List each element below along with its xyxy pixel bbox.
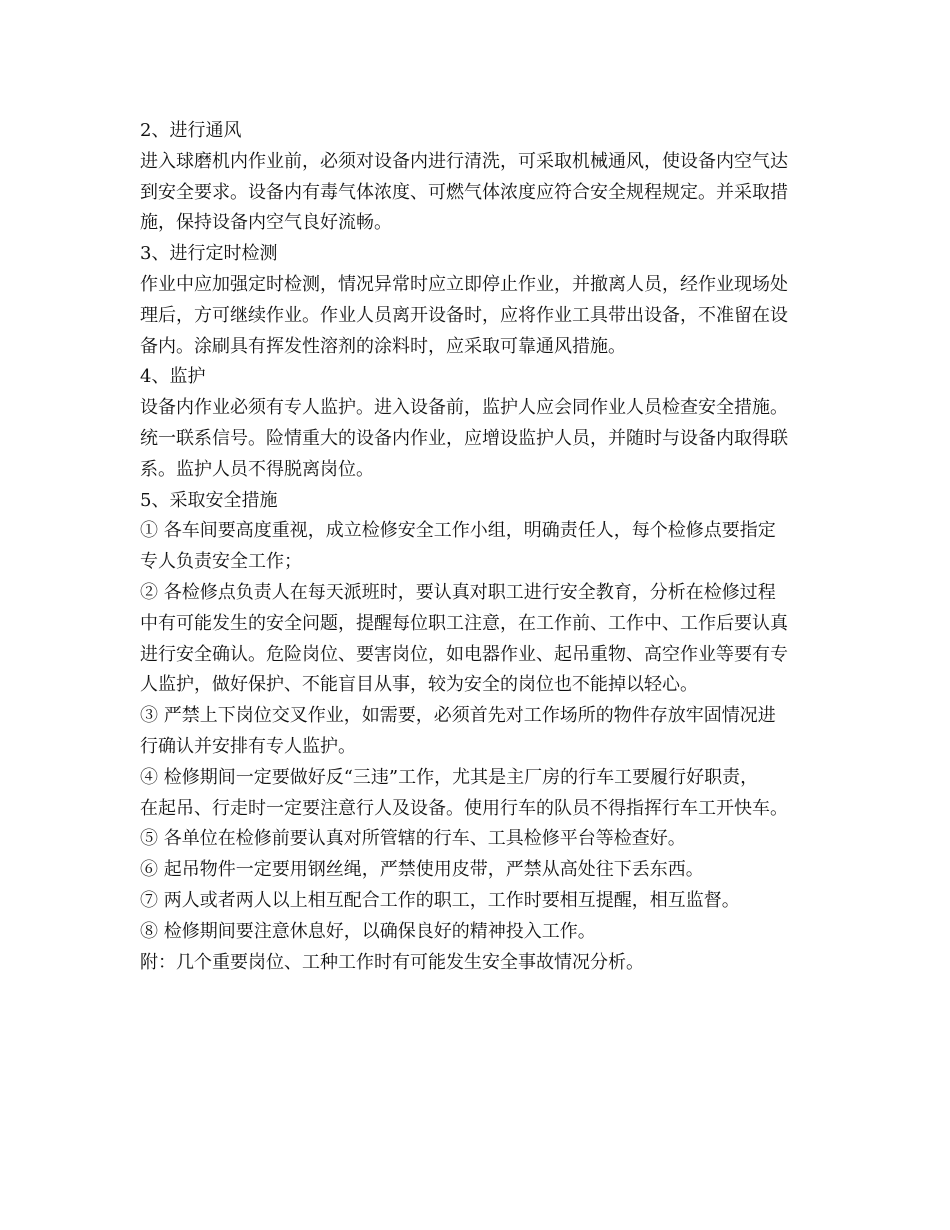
- section-heading-timed-inspection: 3、进行定时检测: [140, 243, 278, 265]
- paragraph-line: 设备内作业必须有专人监护。进入设备前，监护人应会同作业人员检查安全措施。: [140, 397, 788, 419]
- list-item-line: 在起吊、行走时一定要注意行人及设备。使用行车的队员不得指挥行车工开快车。: [140, 797, 788, 819]
- paragraph-line: 作业中应加强定时检测，情况异常时应立即停止作业，并撤离人员，经作业现场处: [140, 273, 788, 295]
- paragraph-line: 统一联系信号。险情重大的设备内作业，应增设监护人员，并随时与设备内取得联: [140, 427, 788, 449]
- appendix-line: 附：几个重要岗位、工种工作时有可能发生安全事故情况分析。: [140, 951, 644, 973]
- paragraph-line: 备内。涂刷具有挥发性溶剂的涂料时，应采取可靠通风措施。: [140, 335, 626, 357]
- section-heading-ventilation: 2、进行通风: [140, 120, 242, 141]
- section-heading-supervision: 4、监护: [140, 366, 206, 388]
- section-heading-safety-measures: 5、采取安全措施: [140, 489, 278, 511]
- list-item-line: ⑤ 各单位在检修前要认真对所管辖的行车、工具检修平台等检查好。: [140, 828, 686, 850]
- list-item-line: ⑧ 检修期间要注意休息好，以确保良好的精神投入工作。: [140, 920, 596, 942]
- paragraph-line: 到安全要求。设备内有毒气体浓度、可燃气体浓度应符合安全规程规定。并采取措: [140, 181, 788, 203]
- paragraph-line: 系。监护人员不得脱离岗位。: [140, 458, 374, 480]
- list-item-line: 人监护，做好保护、不能盲目从事，较为安全的岗位也不能掉以轻心。: [140, 674, 698, 696]
- list-item-line: ④ 检修期间一定要做好反“三违”工作，尤其是主厂房的行车工要履行好职责，: [140, 766, 759, 788]
- list-item-line: ③ 严禁上下岗位交叉作业，如需要，必须首先对工作场所的物件存放牢固情况进: [140, 705, 776, 727]
- list-item-line: ① 各车间要高度重视，成立检修安全工作小组，明确责任人，每个检修点要指定: [140, 520, 776, 542]
- paragraph-line: 施，保持设备内空气良好流畅。: [140, 212, 392, 234]
- list-item-line: ⑥ 起吊物件一定要用钢丝绳，严禁使用皮带，严禁从高处往下丢东西。: [140, 859, 704, 881]
- document-body: [140, 116, 820, 978]
- list-item-line: ② 各检修点负责人在每天派班时，要认真对职工进行安全教育，分析在检修过程: [140, 581, 776, 603]
- paragraph-line: 进入球磨机内作业前，必须对设备内进行清洗，可采取机械通风，使设备内空气达: [140, 150, 788, 172]
- list-item-line: 中有可能发生的安全问题，提醒每位职工注意，在工作前、工作中、工作后要认真: [140, 612, 788, 634]
- list-item-line: 行确认并安排有专人监护。: [140, 735, 356, 757]
- list-item-line: 专人负责安全工作；: [140, 551, 302, 573]
- list-item-line: ⑦ 两人或者两人以上相互配合工作的职工，工作时要相互提醒，相互监督。: [140, 889, 740, 911]
- paragraph-line: 理后，方可继续作业。作业人员离开设备时，应将作业工具带出设备，不准留在设: [140, 304, 788, 326]
- list-item-line: 进行安全确认。危险岗位、要害岗位，如电器作业、起吊重物、高空作业等要有专: [140, 643, 788, 665]
